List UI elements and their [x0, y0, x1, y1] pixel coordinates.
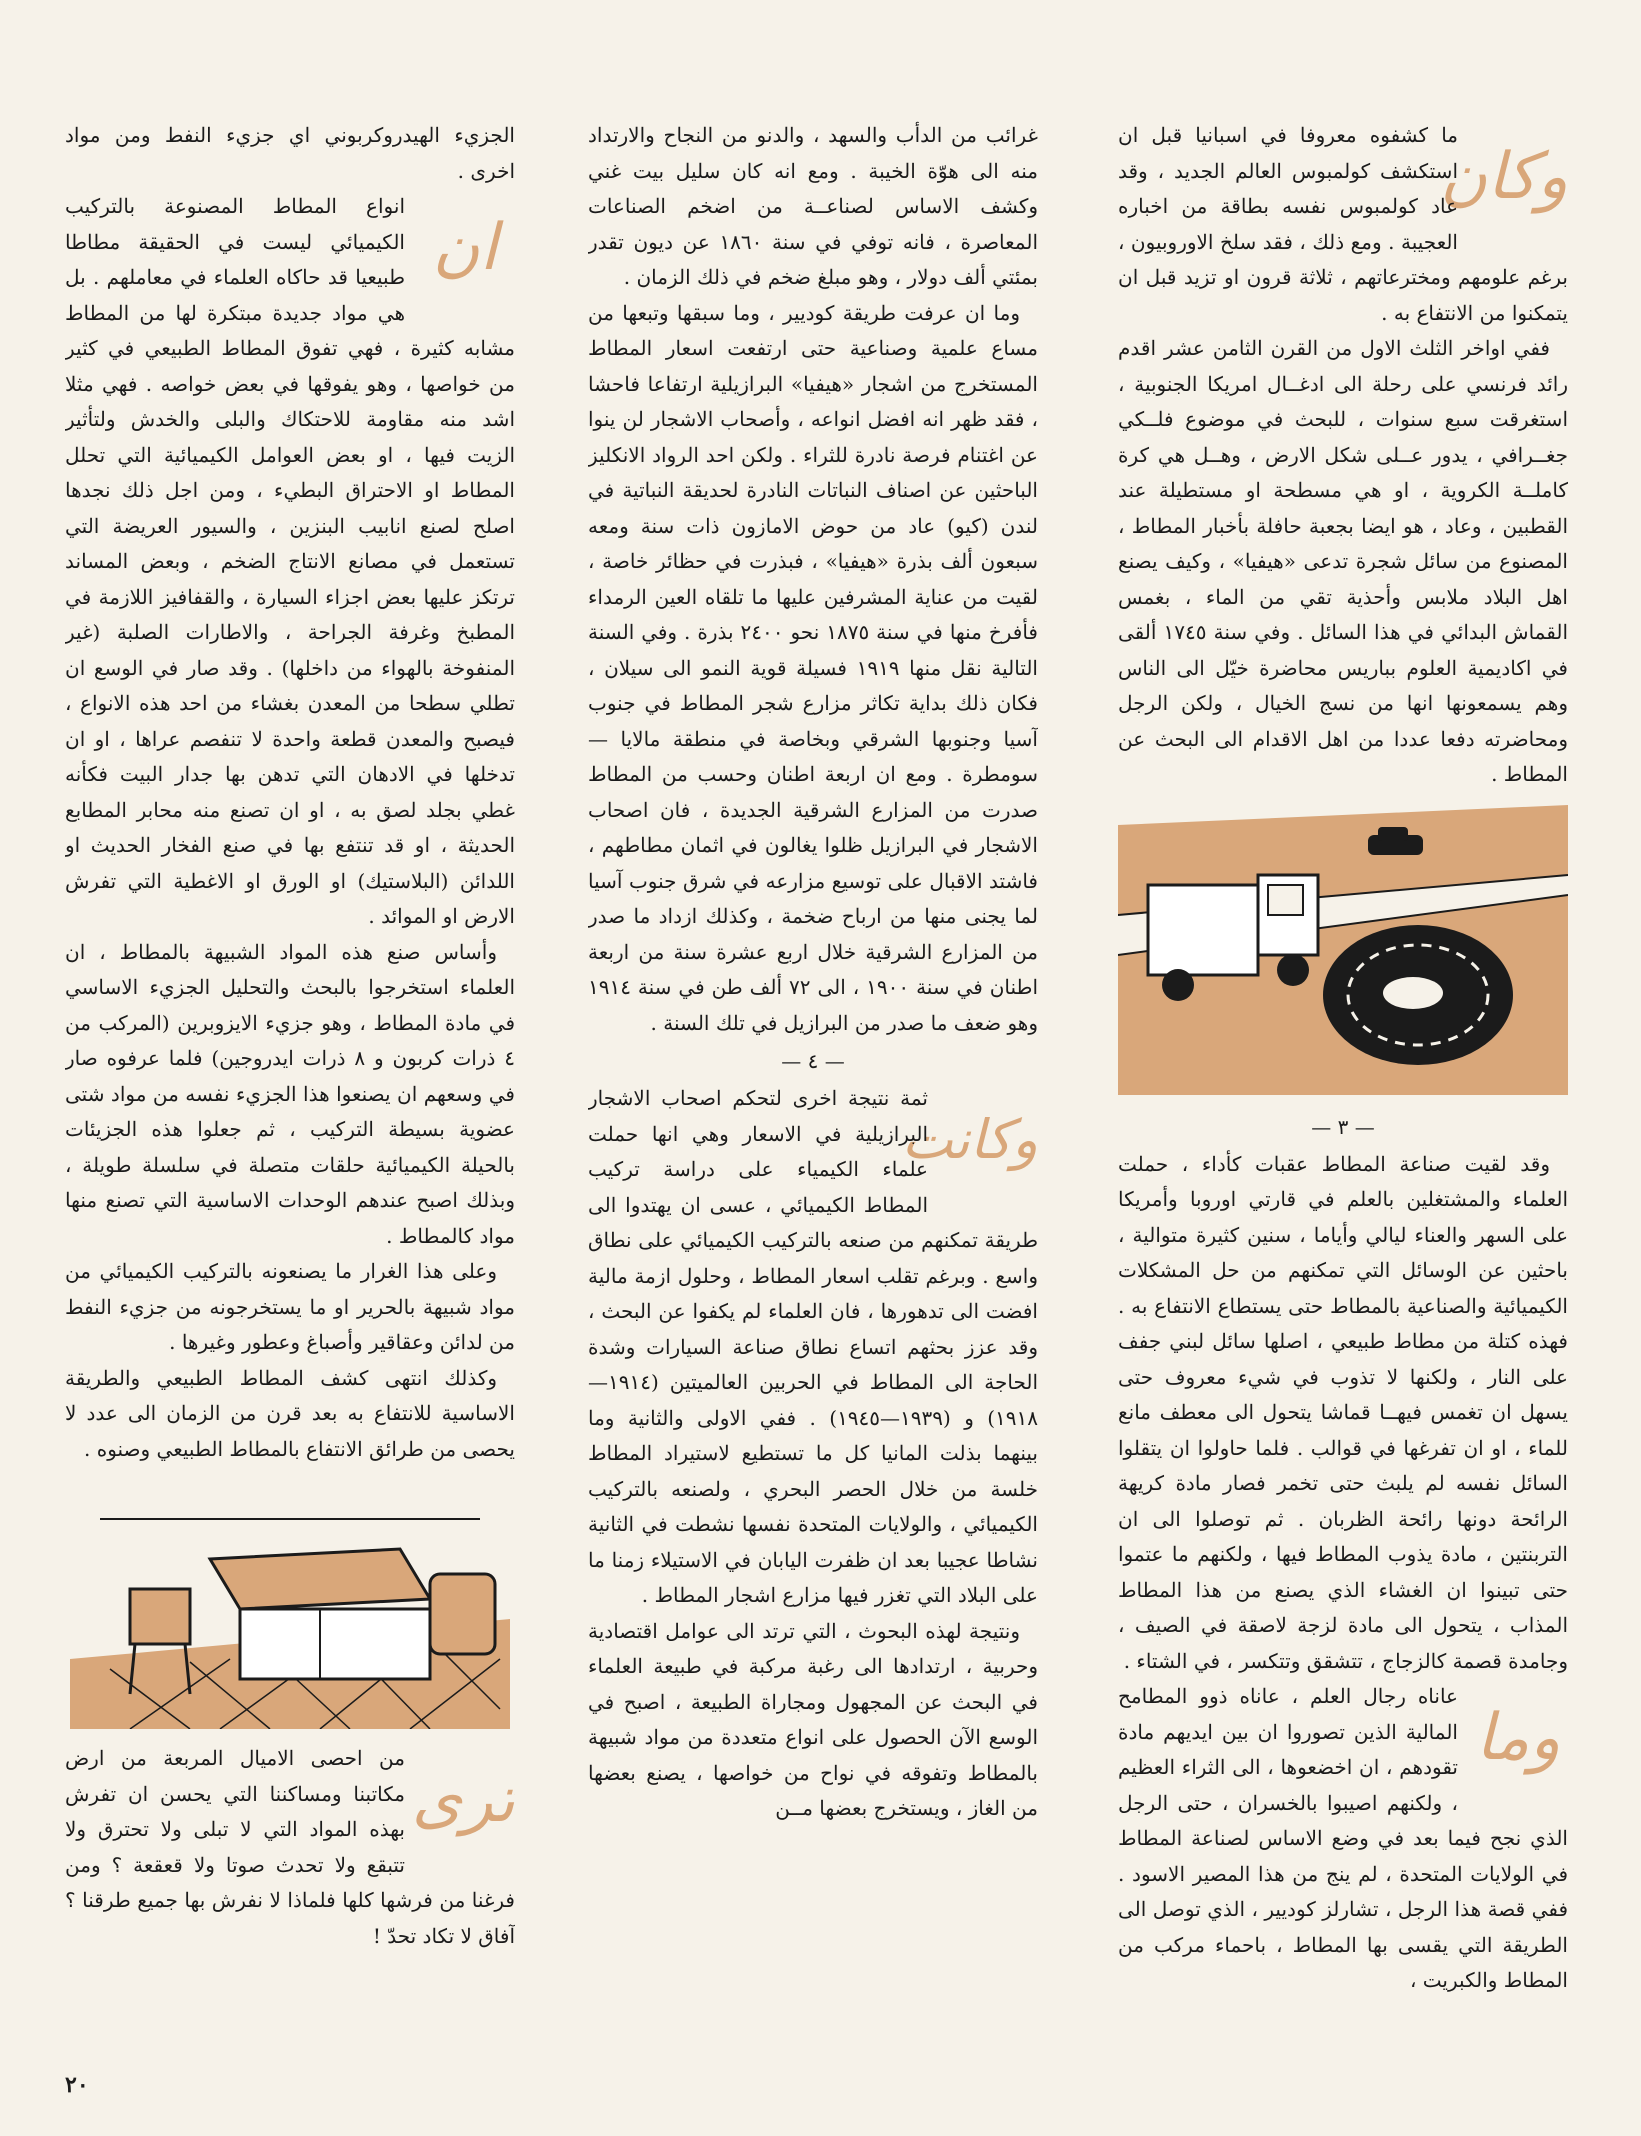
- paragraph: وأساس صنع هذه المواد الشبيهة بالمطاط ، ان العلماء استخرجوا بالبحث والتحليل الجزيء الاساسي في مادة المطاط ، وهو جزيء الايزوبرين (المركب من ٤ ذرات كربون و ٨ ذرات ايدروجين) فلما عرفوه صار في وسعهم ان يصنعوا هذا الجزيء نفسه من مواد شتى عضوية بسيطة التركيب ، ثم جعلوا هذه الجزيئات بالحيلة الكيميائية حلقات متصلة في سلسلة طويلة ، وبذلك اصبح عندهم الوحدات الاساسية التي تصنع منها مواد كالمطاط .: [65, 939, 515, 1248]
- paragraph: ما كشفوه معروفا في اسبانيا قبل ان استكشف كولمبوس العالم الجديد ، وقد عاد كولمبوس نفسه بطاقة من اخباره العجيبة . ومع ذلك ، فقد سلخ الاوروبيون ، برغم علومهم ومخترعاتهم ، ثلاثة قرون او تزيد قبل ان يتمكنوا من الانتفاع به .: [1118, 123, 1568, 325]
- tire-icon: [1323, 925, 1513, 1065]
- paragraph: ونتيجة لهذه البحوث ، التي ترتد الى عوامل اقتصادية وحربية ، ارتدادها الى رغبة مركبة في طبيعة العلماء في البحث عن المجهول ومجاراة الطبيعة ، اصبح في الوسع الآن الحصول على انواع متعددة من مواد شبيهة بالمطاط وتفوقه في نواح من خواصها ، يصنع بعضها من الغاز ، ويستخرج بعضها مــن: [588, 1618, 1038, 1820]
- desk-icon: [210, 1549, 430, 1679]
- ornament-initial-wakanat: وكانت: [901, 1108, 1038, 1171]
- section-number: — ٣ —: [1311, 1114, 1375, 1139]
- armchair-icon: [430, 1574, 495, 1654]
- left-column: [65, 118, 515, 2018]
- paragraph: وما ان عرفت طريقة كوديير ، وما سبقها وتبعها من مساع علمية وصناعية حتى ارتفعت اسعار المطاط المستخرج من اشجار «هيفيا» البرازيلية ارتفاعا فاحشا ، فقد ظهر انه افضل انواعه ، وأصحاب الاشجار لن ينوا عن اغتنام فرصة نادرة للثراء . ولكن احد الرواد الانكليز الباحثين عن اصناف النباتات النادرة لحديقة النباتية في لندن (كيو) عاد من حوض الامازون ذات سنة ومعه سبعون ألف بذرة «هيفيا» ، فبذرت في حظائر خاصة ، لقيت من عناية المشرفين عليها ما تلقاه العين الرمداء فأفرخ منها في سنة ١٨٧٥ نحو ٢٤٠٠ بذرة . وفي السنة التالية نقل منها ١٩١٩ فسيلة قوية النمو الى سيلان ، فكان ذلك بداية تكاثر مزارع شجر المطاط في جنوب آسيا وجنوبها الشرقي وبخاصة في منطقة مالايا — سومطرة . ومع ان اربعة اطنان وحسب من المطاط صدرت من المزارع الشرقية الجديدة ، فان اصحاب الاشجار في البرازيل ظلوا يغالون في اثمان مطاطهم ، فاشتد الاقبال على توسيع مزارعه في شرق جنوب آسيا لما يجنى منها من ارباح ضخمة ، وكذلك ازداد ما صدر من المزارع الشرقية خلال اربع عشرة سنة من اربعة اطنان في سنة ١٩٠٠ ، الى ٧٢ ألف طن في سنة ١٩١٤ وهو ضعف ما صدر من البرازيل في تلك السنة .: [588, 300, 1038, 1035]
- office-desk-illustration: [70, 1479, 510, 1729]
- ornament-initial-inna: ان: [432, 211, 498, 285]
- paragraph: وعلى هذا الغرار ما يصنعونه بالتركيب الكيميائي من مواد شبيهة بالحرير او ما يستخرجونه من جزيء النفط من لدائن وعقاقير وأصباغ وعطور وغيرها .: [65, 1259, 515, 1354]
- paragraph: غرائب من الدأب والسهد ، والدنو من النجاح والارتداد منه الى هوّة الخيبة . ومع انه كان سليل بيت غني وكشف الاساس لصناعــة من اضخم الصناعات المعاصرة ، فانه توفي في سنة ١٨٦٠ عن ديون تقدر بمئتي ألف دولار ، وهو مبلغ ضخم في ذلك الزمان .: [588, 123, 1038, 289]
- ornament-initial-tara: ترى: [411, 1763, 515, 1837]
- paragraph: الجزيء الهيدروكربوني اي جزيء النفط ومن مواد اخرى .: [65, 123, 515, 183]
- right-column: [1118, 118, 1568, 2018]
- paragraph: ثمة نتيجة اخرى لتحكم اصحاب الاشجار البرازيلية في الاسعار وهي انها حملت علماء الكيمياء على دراسة تركيب المطاط الكيميائي ، عسى ان يهتدوا الى طريقة تمكنهم من صنعه بالتركيب الكيميائي على نطاق واسع . وبرغم تقلب اسعار المطاط ، وحلول ازمة مالية افضت الى تدهورها ، فان العلماء لم يكفوا عن البحث ، وقد عزز بحثهم اتساع نطاق صناعة السيارات وشدة الحاجة الى المطاط في الحربين العالميتين (١٩١٤—١٩١٨) و (١٩٣٩—١٩٤٥) . ففي الاولى والثانية وما بينهما بذلت المانيا كل ما تستطيع لاستيراد المطاط خلسة من خلال الحصر البحري ، ولصنعه بالتركيب الكيميائي ، والولايات المتحدة نفسها نشطت في الثانية نشاطا عجيبا بعد ان ظفرت اليابان في الاستيلاء زمنا ما على البلاد التي تغزر فيها مزارع اشجار المطاط .: [588, 1086, 1038, 1607]
- page-number: ٢٠: [65, 2072, 89, 2098]
- paragraph: ففي اواخر الثلث الاول من القرن الثامن عشر اقدم رائد فرنسي على رحلة الى ادغــال امريكا الجنوبية ، استغرقت سبع سنوات ، للبحث في موضوع فلــكي جغــرافي ، يدور عــلى شكل الارض ، وهــل هي كرة كاملــة الكروية ، او هي مسطحة او مستطيلة عند القطبين ، وعاد ، هو ايضا بجعبة حافلة بأخبار المطاط ، المصنوع من سائل شجرة تدعى «هيفيا» ، وكيف يصنع اهل البلاد ملابس وأحذية تقي من الماء ، بغمس القماش البدائي في هذا السائل . وفي سنة ١٧٤٥ ألقى في اكاديمية العلوم بباريس محاضرة خيّل الى الناس وهم يسمعونها انها من نسج الخيال ، ولكن الرجل ومحاضرته دفعا عددا من اهل الاقدام الى البحث عن المطاط .: [1118, 336, 1568, 786]
- paragraph: وكذلك انتهى كشف المطاط الطبيعي والطريقة الاساسية للانتفاع به بعد قرن من الزمان الى عدد لا يحصى من طرائق الانتفاع بالمطاط الطبيعي وصنوه .: [65, 1365, 515, 1461]
- ornament-initial-wakan: وكان: [1440, 140, 1568, 214]
- middle-column: [588, 118, 1038, 2018]
- paragraph: وقد لقيت صناعة المطاط عقبات كأداء ، حملت العلماء والمشتغلين بالعلم في قارتي اوروبا وأمريكا على السهر والعناء ليالي وأياما ، سنين كثيرة متوالية ، باحثين عن الوسائل التي تمكنهم من حل المشكلات الكيميائية والصناعية بالمطاط حتى يستطاع الانتفاع به . فهذه كتلة من مطاط طبيعي ، اصلها سائل لبني جفف على النار ، ولكنها لا تذوب في شيء معروف حتى يسهل ان تغمس فيهــا قماشا يتحول الى معطف مانع للماء ، او ان تفرغها في قوالب . فلما حاولوا ان يتقلوا السائل نفسه لم يلبث حتى تخمر فصار مادة كريهة الرائحة دونها رائحة الظربان . ثم توصلوا الى ان التربنتين ، مادة يذوب المطاط فيها ، ولكنهم ما عتموا حتى تبينوا ان الغشاء الذي يصنع من هذا المطاط المذاب ، يتحول الى مادة لزجة لاصقة في الصيف ، وجامدة قصمة كالزجاج ، تتشقق وتتكسر ، في الشتاء .: [1118, 1151, 1568, 1673]
- paragraph: انواع المطاط المصنوعة بالتركيب الكيميائي ليست في الحقيقة مطاطا طبيعيا قد حاكاه العلماء في معاملهم . بل هي مواد جديدة مبتكرة لها من المطاط مشابه كثيرة ، فهي تفوق المطاط الطبيعي في كثير من خواصها ، وهو يفوقها في بعض خواصه . فهي مثلا اشد منه مقاومة للاحتكاك والبلى والخدش ولتأثير الزيت فيها ، او بعض العوامل الكيميائية التي تحلل المطاط او الاحتراق البطيء ، ومن اجل ذلك نجدها اصلح لصنع انابيب البنزين ، والسيور العريضة التي تستعمل في مصانع الانتاج الضخم ، وبعض المساند ترتكز عليها بعض اجزاء السيارة ، والقفافيز اللازمة في المطبخ وغرفة الجراحة ، والاطارات الصلبة (غير المنفوخة بالهواء من داخلها) . وقد صار في الوسع ان تطلي سطحا من المعدن بغشاء من احد هذه الانواع ، فيصبح والمعدن قطعة واحدة لا تنفصم عراها ، او ان تدخلها في الادهان التي تدهن بها جدار البيت فكأنه غطي بجلد لصق به ، او ان تصنع منه محابر المطابع الحديثة ، او قد تنتفع بها في صنع الفخار الحديث او اللدائن (البلاستيك) او الورق او الاغطية التي تفرش الارض او الموائد .: [65, 194, 515, 928]
- paragraph: من احصى الاميال المربعة من ارض مكاتبنا ومساكننا التي يحسن ان تفرش بهذه المواد التي لا تبلى ولا تحترق ولا تتبقع ولا تحدث صوتا ولا قعقعة ؟ ومن فرغنا من فرشها كلها فلماذا لا نفرش بها جميع طرقنا ؟ آفاق لا تكاد تحدّ !: [65, 1746, 515, 1948]
- section-number: — ٤ —: [781, 1049, 845, 1073]
- ornament-initial-wama: وما: [1475, 1701, 1561, 1775]
- truck-tire-illustration: [1118, 805, 1568, 1095]
- paragraph: عاناه رجال العلم ، عاناه ذوو المطامح المالية الذين تصوروا ان بين ايديهم مادة تقودهم ، ان اخضعوها ، الى الثراء العظيم ، ولكنهم اصيبوا بالخسران ، حتى الرجل الذي نجح فيما بعد في وضع الاساس لصناعة المطاط في الولايات المتحدة ، لم ينج من هذا المصير الاسود . ففي قصة هذا الرجل ، تشارلز كوديير ، الذي توصل الى الطريقة التي يقسى بها المطاط ، باحماء مركب من المطاط والكبريت ،: [1118, 1684, 1568, 1992]
